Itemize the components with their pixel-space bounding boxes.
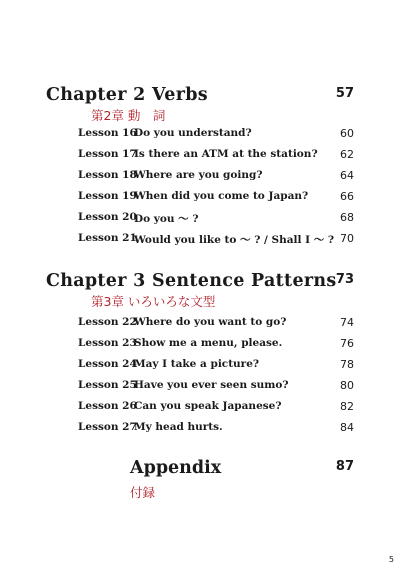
lesson-title: Have you ever seen sumo? (134, 379, 289, 391)
lesson-page: 76 (340, 337, 354, 350)
lesson-number: Lesson 23 (78, 337, 137, 349)
lesson-page: 62 (340, 148, 354, 161)
lesson-row[interactable] (78, 169, 354, 185)
lesson-number: Lesson 24 (78, 358, 137, 370)
chapter-heading (46, 85, 354, 107)
lesson-title: Is there an ATM at the station? (134, 148, 318, 160)
lesson-page: 60 (340, 127, 354, 140)
lesson-title: Show me a menu, please. (134, 337, 283, 349)
lesson-number: Lesson 17 (78, 148, 137, 160)
lesson-row[interactable] (78, 232, 354, 248)
lesson-title: Do you understand? (134, 127, 252, 139)
lesson-page: 82 (340, 400, 354, 413)
lesson-title: My head hurts. (134, 421, 223, 433)
lesson-row[interactable] (78, 358, 354, 374)
lesson-number: Lesson 19 (78, 190, 137, 202)
lesson-title: Can you speak Japanese? (134, 400, 282, 412)
lesson-row[interactable] (78, 379, 354, 395)
lesson-page: 68 (340, 211, 354, 224)
lesson-page: 80 (340, 379, 354, 392)
lesson-page: 70 (340, 232, 354, 245)
lesson-number: Lesson 21 (78, 232, 137, 244)
chapter-title: Chapter 3 Sentence Patterns (46, 271, 337, 291)
lesson-page: 78 (340, 358, 354, 371)
lesson-number: Lesson 26 (78, 400, 137, 412)
chapter-title: Chapter 2 Verbs (46, 85, 208, 105)
appendix-entry[interactable] (130, 458, 354, 508)
page-number: 5 (388, 555, 394, 564)
lesson-row[interactable] (78, 190, 354, 206)
lesson-row[interactable] (78, 127, 354, 143)
lesson-page: 66 (340, 190, 354, 203)
lesson-title: May I take a picture? (134, 358, 260, 370)
chapter-page-number: 73 (335, 272, 354, 287)
appendix-page-number: 87 (335, 459, 354, 474)
lesson-row[interactable] (78, 211, 354, 227)
lesson-title: Do you ～ ? (134, 213, 199, 225)
lesson-title: Would you like to ～ ? / Shall I ～ ? (134, 234, 335, 246)
lesson-title: When did you come to Japan? (134, 190, 309, 202)
lesson-number: Lesson 27 (78, 421, 137, 433)
lesson-page: 84 (340, 421, 354, 434)
lesson-row[interactable] (78, 316, 354, 332)
lesson-number: Lesson 16 (78, 127, 137, 139)
chapter-heading (46, 271, 354, 293)
lesson-title: Where are you going? (134, 169, 263, 181)
lesson-row[interactable] (78, 421, 354, 437)
lesson-number: Lesson 25 (78, 379, 137, 391)
chapter-japanese-title: 第2章 動 詞 (91, 108, 166, 123)
lesson-row[interactable] (78, 337, 354, 353)
appendix-japanese-title: 付録 (130, 485, 156, 500)
lesson-row[interactable] (78, 148, 354, 164)
lesson-number: Lesson 22 (78, 316, 137, 328)
chapter-page-number: 57 (335, 86, 354, 101)
lesson-page: 74 (340, 316, 354, 329)
lesson-row[interactable] (78, 400, 354, 416)
appendix-title: Appendix (130, 458, 222, 478)
lesson-title: Where do you want to go? (134, 316, 287, 328)
lesson-page: 64 (340, 169, 354, 182)
lesson-number: Lesson 20 (78, 211, 137, 223)
lesson-number: Lesson 18 (78, 169, 137, 181)
chapter-japanese-title: 第3章 いろいろな文型 (91, 294, 216, 309)
